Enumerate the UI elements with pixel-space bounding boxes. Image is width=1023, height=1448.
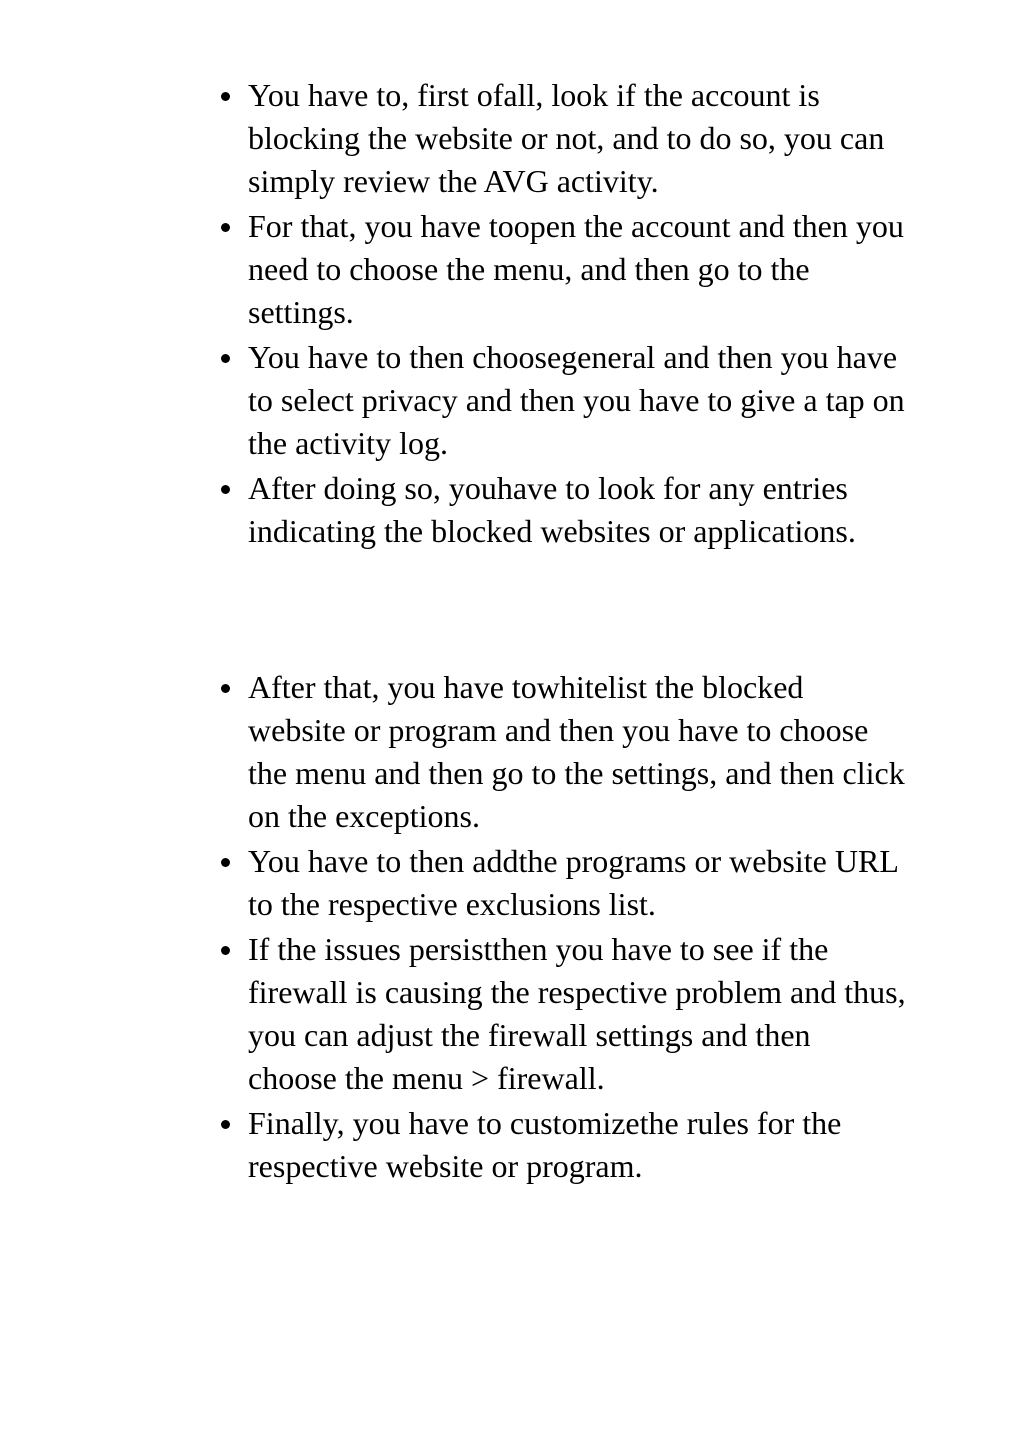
- bullet-icon: [221, 354, 230, 363]
- bullet-icon: [221, 1120, 230, 1129]
- list-item-text: After doing so, youhave to look for any entries indicating the blocked websites or applications.: [248, 470, 856, 549]
- list-item: [216, 1102, 906, 1188]
- list-item: [216, 336, 906, 465]
- bullet-list-bottom: [216, 666, 906, 1190]
- bullet-icon: [221, 858, 230, 867]
- list-item: [216, 928, 906, 1100]
- list-item: [216, 840, 906, 926]
- list-item-text: You have to then addthe programs or website URL to the respective exclusions list.: [248, 843, 898, 922]
- bullet-icon: [221, 946, 230, 955]
- list-item: [216, 666, 906, 838]
- list-item: [216, 205, 906, 334]
- list-item: [216, 467, 906, 553]
- bullet-icon: [221, 684, 230, 693]
- list-item-text: If the issues persistthen you have to see if the firewall is causing the respective problem and thus, you can adjust the firewall settings and then choose the menu > firewall.: [248, 931, 906, 1096]
- list-item-text: For that, you have toopen the account and then you need to choose the menu, and then go to the settings.: [248, 208, 904, 330]
- bullet-list-top: [216, 74, 906, 555]
- list-item-text: You have to then choosegeneral and then you have to select privacy and then you have to give a tap on the activity log.: [248, 339, 905, 461]
- bullet-icon: [221, 223, 230, 232]
- list-item-text: After that, you have towhitelist the blocked website or program and then you have to choose the menu and then go to the settings, and then click on the exceptions.: [248, 669, 905, 834]
- list-item: [216, 74, 906, 203]
- list-item-text: Finally, you have to customizethe rules for the respective website or program.: [248, 1105, 842, 1184]
- bullet-icon: [221, 485, 230, 494]
- bullet-icon: [221, 92, 230, 101]
- list-item-text: You have to, first ofall, look if the account is blocking the website or not, and to do so, you can simply review the AVG activity.: [248, 77, 885, 199]
